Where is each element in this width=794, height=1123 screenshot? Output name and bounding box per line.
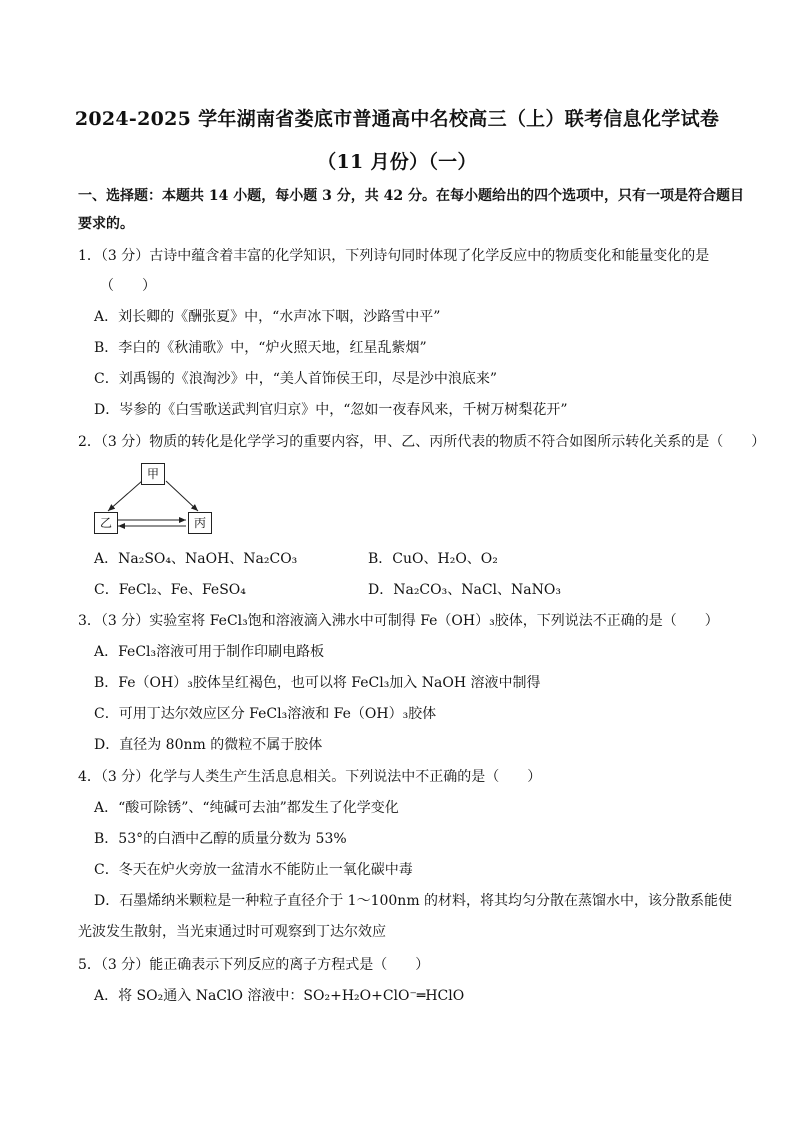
question-5-stem: 5．（3 分）能正确表示下列反应的离子方程式是（ ） [78,957,430,973]
arrow-jia-to-bing [166,481,198,511]
question-2-option-a: A．Na₂SO₄、NaOH、Na₂CO₃ [94,551,298,567]
conversion-diagram [90,463,220,543]
question-1-option-c: C．刘禹锡的《浪淘沙》中，“美人首饰侯王印，尽是沙中浪底来” [94,371,498,387]
box-jia: 甲 [141,463,165,485]
question-4-option-d: D．石墨烯纳米颗粒是一种粒子直径介于 1～100nm 的材料，将其均匀分散在蒸馏水中，该分散系能使 [94,893,733,909]
question-2-option-c: C．FeCl₂、Fe、FeSO₄ [94,582,246,598]
question-3-option-b: B．Fe（OH）₃胶体呈红褐色，也可以将 FeCl₃加入 NaOH 溶液中制得 [94,675,541,691]
box-bing: 丙 [188,512,212,534]
question-3-option-c: C．可用丁达尔效应区分 FeCl₃溶液和 Fe（OH）₃胶体 [94,706,437,722]
question-2-option-d: D．Na₂CO₃、NaCl、NaNO₃ [368,582,561,598]
section-instructions: 一、选择题：本题共 14 小题，每小题 3 分，共 42 分。在每小题给出的四个选项中，只有一项是符合题目 [78,188,744,204]
exam-title: 2024-2025 学年湖南省娄底市普通高中名校高三（上）联考信息化学试卷 [74,108,720,130]
question-4-option-d-cont: 光波发生散射，当光束通过时可观察到丁达尔效应 [78,924,386,940]
question-2-option-b: B．CuO、H₂O、O₂ [368,551,498,567]
exam-subtitle: （11 月份）（一） [317,151,477,173]
question-1-option-b: B．李白的《秋浦歌》中，“炉火照天地，红星乱紫烟” [94,340,427,356]
question-1-option-a: A．刘长卿的《酬张夏》中，“水声冰下咽，沙路雪中平” [94,309,441,325]
question-5-option-a: A．将 SO₂通入 NaClO 溶液中：SO₂+H₂O+ClO⁻═HClO [94,988,465,1004]
question-2-stem: 2．（3 分）物质的转化是化学学习的重要内容，甲、乙、丙所代表的物质不符合如图所示转化关系的是（ ） [78,434,766,450]
question-1-stem: 1．（3 分）古诗中蕴含着丰富的化学知识，下列诗句同时体现了化学反应中的物质变化和能量变化的是 [78,248,710,264]
question-3-option-d: D．直径为 80nm 的微粒不属于胶体 [94,737,323,753]
question-1-blank: （ ） [100,278,156,294]
question-4-option-a: A．“酸可除锈”、“纯碱可去油”都发生了化学变化 [94,800,399,816]
section-instructions-cont: 要求的。 [78,216,134,232]
question-3-option-a: A．FeCl₃溶液可用于制作印刷电路板 [94,644,325,660]
box-yi: 乙 [94,512,118,534]
question-4-option-c: C．冬天在炉火旁放一盆清水不能防止一氧化碳中毒 [94,862,413,878]
question-3-stem: 3．（3 分）实验室将 FeCl₃饱和溶液滴入沸水中可制得 Fe（OH）₃胶体，下列说法不正确的是（ ） [78,613,719,629]
question-4-stem: 4．（3 分）化学与人类生产生活息息相关。下列说法中不正确的是（ ） [78,769,542,785]
arrow-jia-to-yi [108,481,142,511]
question-1-option-d: D．岑参的《白雪歌送武判官归京》中，“忽如一夜春风来，千树万树梨花开” [94,402,568,418]
question-4-option-b: B．53°的白酒中乙醇的质量分数为 53% [94,831,347,847]
